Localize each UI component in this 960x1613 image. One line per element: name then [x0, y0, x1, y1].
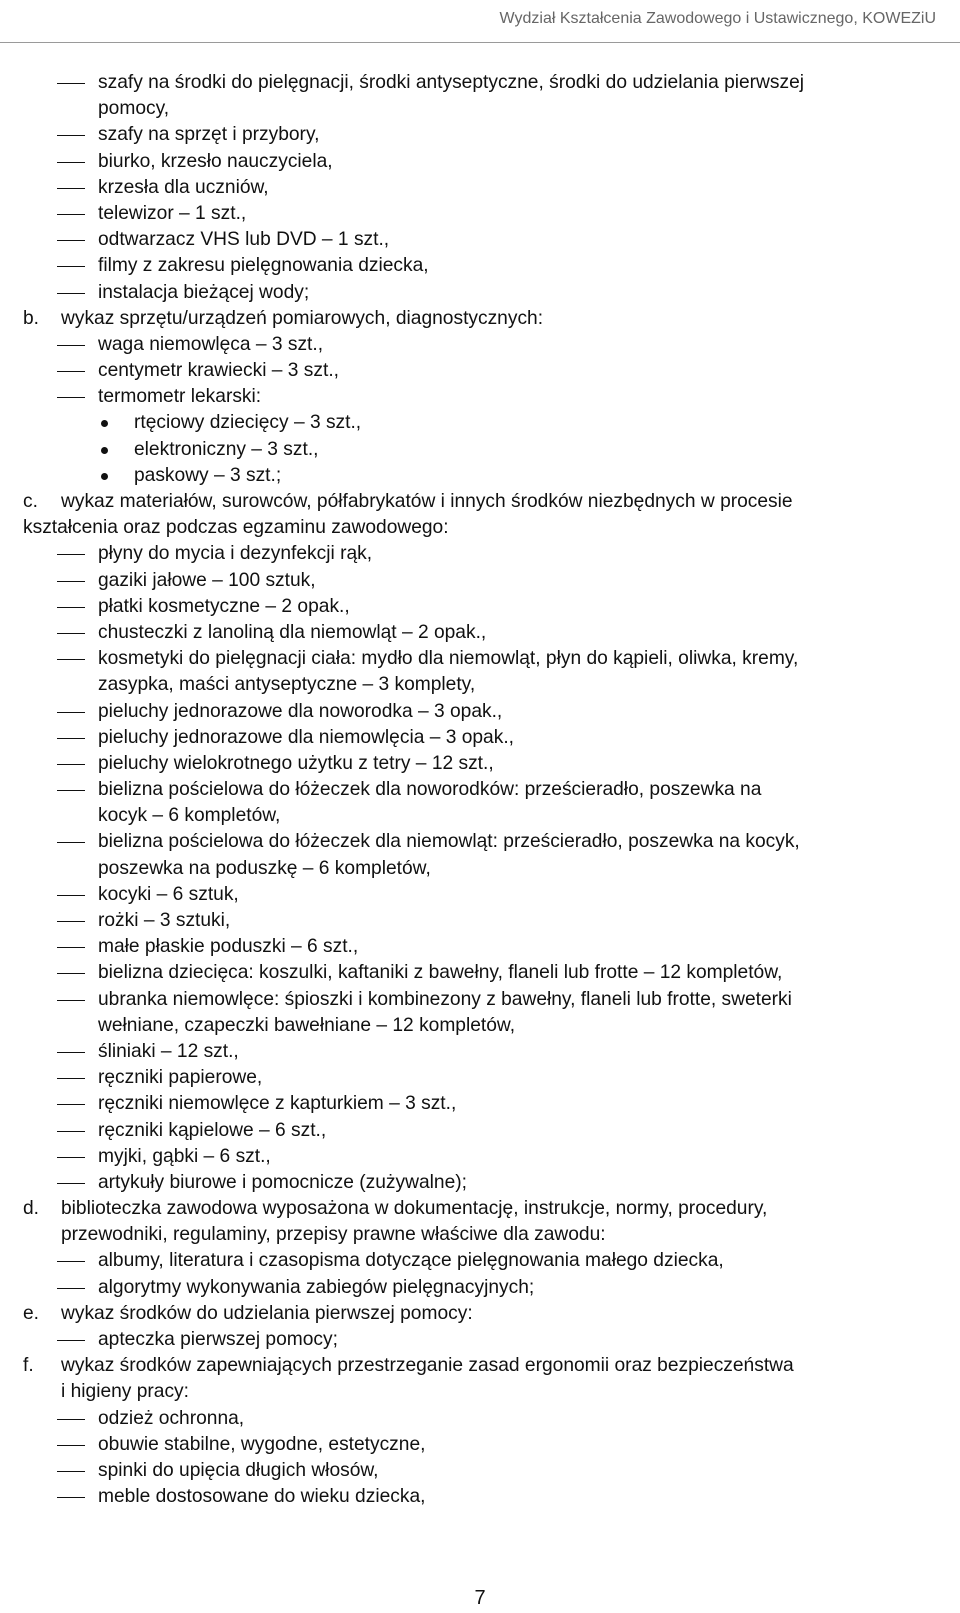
dash-list-item	[0, 1170, 960, 1196]
line-text: krzesła dla uczniów,	[98, 176, 269, 198]
dash-marker	[57, 594, 85, 620]
dash-marker	[57, 1275, 85, 1301]
dash-marker	[57, 1432, 85, 1458]
line-text: małe płaskie poduszki – 6 szt.,	[98, 936, 359, 958]
dash-marker	[57, 1118, 85, 1144]
dash-marker	[57, 70, 85, 96]
dash-marker	[57, 934, 85, 960]
dash-list-item	[0, 332, 960, 358]
list-continuation	[0, 856, 960, 882]
line-text: bielizna pościelowa do łóżeczek dla niemowląt: prześcieradło, poszewka na kocyk,	[98, 831, 800, 853]
section-marker: e.	[23, 1302, 40, 1324]
section-marker: d.	[23, 1198, 40, 1220]
dash-marker	[57, 1248, 85, 1274]
line-text: wykaz środków do udzielania pierwszej pomocy:	[61, 1302, 473, 1324]
line-text: ręczniki niemowlęce z kapturkiem – 3 szt.,	[98, 1093, 457, 1115]
dash-marker	[57, 646, 85, 672]
dash-marker	[57, 751, 85, 777]
dash-marker	[57, 568, 85, 594]
line-text: odtwarzacz VHS lub DVD – 1 szt.,	[98, 229, 390, 251]
dash-marker	[57, 280, 85, 306]
section-item	[0, 1353, 960, 1379]
line-text: bielizna dziecięca: koszulki, kaftaniki z bawełny, flaneli lub frotte – 12 kompletów,	[98, 962, 783, 984]
dash-list-item	[0, 541, 960, 567]
line-text: meble dostosowane do wieku dziecka,	[98, 1486, 426, 1508]
document-body	[0, 70, 960, 1510]
line-text: waga niemowlęca – 3 szt.,	[98, 333, 324, 355]
line-text: poszewka na poduszkę – 6 kompletów,	[98, 857, 431, 879]
dash-marker	[57, 122, 85, 148]
dash-list-item	[0, 253, 960, 279]
dash-marker	[57, 175, 85, 201]
dash-marker	[57, 227, 85, 253]
line-text: kocyki – 6 sztuk,	[98, 883, 239, 905]
dash-list-item	[0, 1275, 960, 1301]
dash-list-item	[0, 1144, 960, 1170]
section-continuation	[0, 1222, 960, 1248]
list-continuation	[0, 96, 960, 122]
dash-list-item	[0, 751, 960, 777]
line-text: odzież ochronna,	[98, 1407, 245, 1429]
dash-marker	[57, 725, 85, 751]
line-text: wykaz sprzętu/urządzeń pomiarowych, diagnostycznych:	[61, 307, 544, 329]
dash-list-item	[0, 227, 960, 253]
line-text: rtęciowy dziecięcy – 3 szt.,	[134, 412, 362, 434]
dash-list-item	[0, 384, 960, 410]
dash-list-item	[0, 960, 960, 986]
dash-marker	[57, 541, 85, 567]
dash-list-item	[0, 568, 960, 594]
dash-marker	[57, 1406, 85, 1432]
dash-marker	[57, 1327, 85, 1353]
bullet-list-item	[0, 410, 960, 436]
line-text: algorytmy wykonywania zabiegów pielęgnacyjnych;	[98, 1276, 535, 1298]
dash-marker	[57, 987, 85, 1013]
dash-list-item	[0, 777, 960, 803]
bullet-icon	[101, 473, 108, 480]
dash-marker	[57, 620, 85, 646]
line-text: pieluchy jednorazowe dla noworodka – 3 opak.,	[98, 700, 503, 722]
dash-marker	[57, 332, 85, 358]
dash-list-item	[0, 1432, 960, 1458]
line-text: szafy na środki do pielęgnacji, środki antyseptyczne, środki do udzielania pierwszej	[98, 72, 805, 93]
list-continuation	[0, 672, 960, 698]
dash-list-item	[0, 725, 960, 751]
dash-list-item	[0, 594, 960, 620]
dash-list-item	[0, 699, 960, 725]
dash-list-item	[0, 149, 960, 175]
section-item	[0, 306, 960, 332]
line-text: apteczka pierwszej pomocy;	[98, 1329, 338, 1350]
line-text: myjki, gąbki – 6 szt.,	[98, 1145, 271, 1167]
line-text: centymetr krawiecki – 3 szt.,	[98, 360, 339, 382]
section-item	[0, 1301, 960, 1327]
line-text: ręczniki kąpielowe – 6 szt.,	[98, 1119, 327, 1141]
bullet-list-item	[0, 463, 960, 489]
line-text: kształcenia oraz podczas egzaminu zawodowego:	[23, 517, 449, 539]
dash-list-item	[0, 829, 960, 855]
line-text: ręczniki papierowe,	[98, 1067, 263, 1089]
line-text: wykaz środków zapewniających przestrzeganie zasad ergonomii oraz bezpieczeństwa	[61, 1355, 794, 1377]
dash-list-item	[0, 1458, 960, 1484]
dash-marker	[57, 201, 85, 227]
dash-list-item	[0, 882, 960, 908]
line-text: pieluchy wielokrotnego użytku z tetry – 12 szt.,	[98, 752, 494, 774]
dash-list-item	[0, 1091, 960, 1117]
line-text: obuwie stabilne, wygodne, estetyczne,	[98, 1433, 426, 1455]
line-text: rożki – 3 sztuki,	[98, 910, 231, 931]
list-continuation	[0, 803, 960, 829]
dash-marker	[57, 253, 85, 279]
dash-list-item	[0, 201, 960, 227]
line-text: pieluchy jednorazowe dla niemowlęcia – 3 opak.,	[98, 726, 514, 748]
dash-list-item	[0, 908, 960, 934]
section-item	[0, 1196, 960, 1222]
line-text: ubranka niemowlęce: śpioszki i kombinezony z bawełny, flaneli lub frotte, sweterki	[98, 988, 792, 1010]
bullet-list-item	[0, 437, 960, 463]
line-text: zasypka, maści antyseptyczne – 3 komplety,	[98, 674, 476, 696]
line-text: i higieny pracy:	[61, 1381, 189, 1403]
line-text: biblioteczka zawodowa wyposażona w dokumentację, instrukcje, normy, procedury,	[61, 1198, 768, 1220]
line-text: biurko, krzesło nauczyciela,	[98, 150, 333, 172]
section-marker: f.	[23, 1355, 34, 1377]
dash-marker	[57, 358, 85, 384]
dash-list-item	[0, 1039, 960, 1065]
dash-list-item	[0, 1406, 960, 1432]
dash-list-item	[0, 987, 960, 1013]
dash-list-item	[0, 1065, 960, 1091]
dash-list-item	[0, 1248, 960, 1274]
line-text: telewizor – 1 szt.,	[98, 202, 247, 224]
line-text: płatki kosmetyczne – 2 opak.,	[98, 595, 350, 617]
line-text: albumy, literatura i czasopisma dotyczące pielęgnowania małego dziecka,	[98, 1250, 724, 1272]
header-text: Wydział Kształcenia Zawodowego i Ustawicznego, KOWEZiU	[499, 10, 936, 27]
dash-marker	[57, 908, 85, 934]
list-continuation	[0, 1013, 960, 1039]
dash-marker	[57, 1039, 85, 1065]
section-marker: b.	[23, 307, 40, 329]
dash-marker	[57, 829, 85, 855]
line-text: przewodniki, regulaminy, przepisy prawne właściwe dla zawodu:	[61, 1224, 606, 1246]
dash-list-item	[0, 1484, 960, 1510]
dash-marker	[57, 1144, 85, 1170]
dash-marker	[57, 1091, 85, 1117]
line-text: pomocy,	[98, 98, 170, 120]
section-continuation	[0, 515, 960, 541]
dash-marker	[57, 384, 85, 410]
line-text: śliniaki – 12 szt.,	[98, 1040, 239, 1062]
dash-list-item	[0, 620, 960, 646]
line-text: wykaz materiałów, surowców, półfabrykatów i innych środków niezbędnych w procesie	[61, 491, 793, 512]
dash-list-item	[0, 358, 960, 384]
line-text: kocyk – 6 kompletów,	[98, 805, 281, 827]
bullet-icon	[101, 447, 108, 454]
line-text: instalacja bieżącej wody;	[98, 281, 310, 303]
section-item	[0, 489, 960, 515]
line-text: paskowy – 3 szt.;	[134, 464, 282, 486]
line-text: chusteczki z lanoliną dla niemowląt – 2 opak.,	[98, 621, 487, 643]
dash-marker	[57, 960, 85, 986]
bullet-icon	[101, 420, 108, 427]
dash-marker	[57, 1170, 85, 1196]
dash-list-item	[0, 122, 960, 148]
line-text: filmy z zakresu pielęgnowania dziecka,	[98, 255, 429, 277]
dash-list-item	[0, 280, 960, 306]
dash-list-item	[0, 646, 960, 672]
dash-marker	[57, 699, 85, 725]
dash-list-item	[0, 1327, 960, 1353]
line-text: gaziki jałowe – 100 sztuk,	[98, 569, 316, 591]
page-header	[0, 6, 960, 43]
section-marker: c.	[23, 491, 38, 512]
line-text: termometr lekarski:	[98, 386, 262, 408]
line-text: kosmetyki do pielęgnacji ciała: mydło dla niemowląt, płyn do kąpieli, oliwka, kremy,	[98, 648, 799, 670]
dash-list-item	[0, 70, 960, 96]
dash-marker	[57, 1484, 85, 1510]
dash-marker	[57, 1065, 85, 1091]
dash-list-item	[0, 175, 960, 201]
dash-marker	[57, 882, 85, 908]
line-text: elektroniczny – 3 szt.,	[134, 438, 319, 460]
section-continuation	[0, 1379, 960, 1405]
dash-list-item	[0, 934, 960, 960]
dash-list-item	[0, 1118, 960, 1144]
dash-marker	[57, 777, 85, 803]
line-text: wełniane, czapeczki bawełniane – 12 kompletów,	[98, 1014, 516, 1036]
page-number: 7	[474, 1587, 486, 1609]
line-text: płyny do mycia i dezynfekcji rąk,	[98, 543, 373, 565]
line-text: spinki do upięcia długich włosów,	[98, 1459, 379, 1481]
dash-marker	[57, 1458, 85, 1484]
line-text: szafy na sprzęt i przybory,	[98, 124, 320, 146]
line-text: bielizna pościelowa do łóżeczek dla noworodków: prześcieradło, poszewka na	[98, 779, 762, 801]
dash-marker	[57, 149, 85, 175]
line-text: artykuły biurowe i pomocnicze (zużywalne);	[98, 1171, 467, 1193]
